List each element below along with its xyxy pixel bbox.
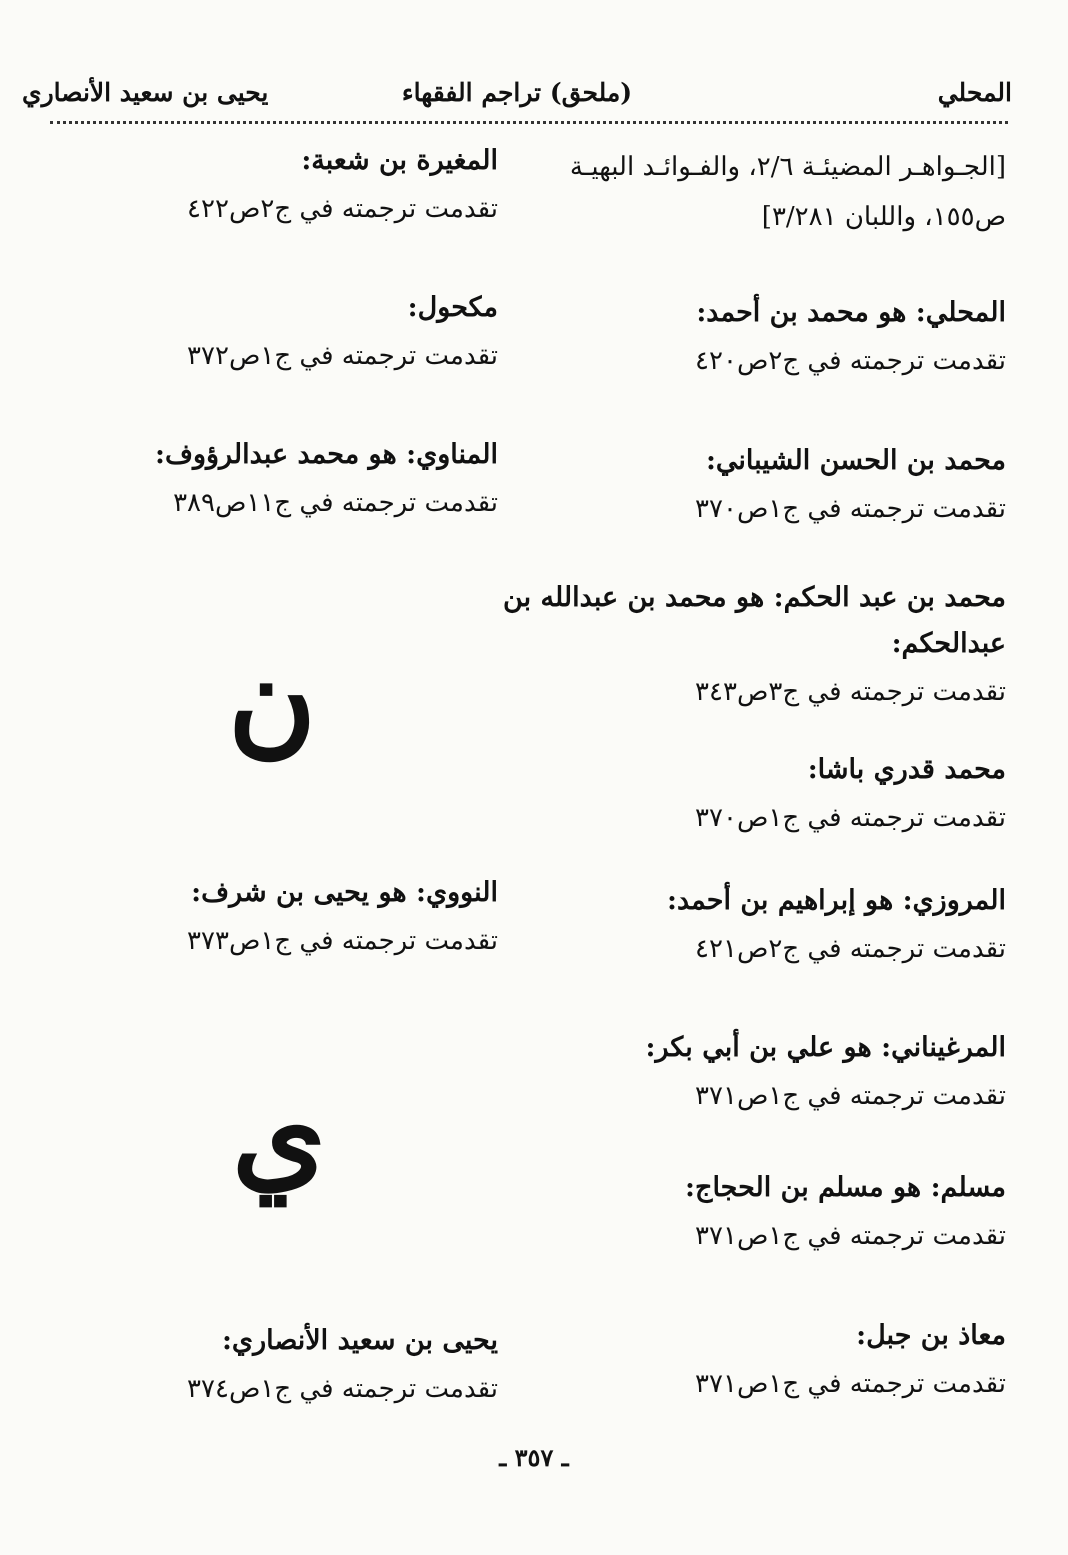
biography-entry <box>78 138 498 234</box>
biography-entry <box>78 1318 498 1414</box>
entry-reference: تقدمت ترجمته في ج٣ص٣٤٣ <box>695 677 1006 707</box>
entry-name: معاذ بن جبل: <box>856 1320 1006 1351</box>
entry-reference: تقدمت ترجمته في ج٢ص٤٢٠ <box>695 346 1006 376</box>
entry-reference: تقدمت ترجمته في ج١ص٣٧٣ <box>187 926 498 956</box>
biography-entry <box>556 878 1006 974</box>
citation-block <box>556 142 1006 242</box>
entry-reference: تقدمت ترجمته في ج٢ص٤٢٢ <box>187 194 498 224</box>
biography-entry <box>556 290 1006 386</box>
entry-name: المحلي: هو محمد بن أحمد: <box>696 297 1006 328</box>
biography-entry <box>556 1165 1006 1261</box>
biography-entry <box>78 870 498 966</box>
biography-entry <box>556 438 1006 534</box>
entry-reference: تقدمت ترجمته في ج١ص٣٧٢ <box>187 341 498 371</box>
entry-name: المروزي: هو إبراهيم بن أحمد: <box>667 885 1006 916</box>
running-header <box>22 78 1012 114</box>
entry-reference: تقدمت ترجمته في ج١ص٣٧١ <box>695 1221 1006 1251</box>
page-number: ـ ٣٥٧ ـ <box>499 1443 569 1472</box>
biography-entry <box>503 575 1006 717</box>
entry-reference: تقدمت ترجمته في ج١ص٣٧٠ <box>695 494 1006 524</box>
entry-name-continued: عبدالحكم: <box>891 628 1006 659</box>
entry-name: محمد قدري باشا: <box>807 754 1006 785</box>
entry-reference: تقدمت ترجمته في ج١ص٣٧١ <box>695 1369 1006 1399</box>
header-dotted-rule <box>50 121 1008 124</box>
citation-line: [الجـواهـر المضيئـة ٢/٦، والفـوائـد البهيـة <box>569 152 1006 182</box>
section-letter-noon: ن <box>228 629 317 770</box>
entry-name: المناوي: هو محمد عبدالرؤوف: <box>155 439 498 470</box>
biography-entry <box>556 747 1006 843</box>
citation-line: ص١٥٥، واللبان ٣/٢٨١] <box>761 202 1006 232</box>
entry-reference: تقدمت ترجمته في ج١ص٣٧٠ <box>695 803 1006 833</box>
biography-entry <box>78 432 498 528</box>
header-right-title: المحلي <box>937 78 1012 107</box>
entry-name: المغيرة بن شعبة: <box>301 145 498 176</box>
biography-entry <box>78 285 498 381</box>
entry-name: محمد بن الحسن الشيباني: <box>705 445 1006 476</box>
entry-name: مكحول: <box>407 292 498 323</box>
entry-reference: تقدمت ترجمته في ج٢ص٤٢١ <box>695 934 1006 964</box>
section-letter-ya: ي <box>232 1064 326 1205</box>
header-left-title: يحيى بن سعيد الأنصاري <box>22 78 269 107</box>
entry-reference: تقدمت ترجمته في ج١١ص٣٨٩ <box>173 488 498 518</box>
entry-reference: تقدمت ترجمته في ج١ص٣٧١ <box>695 1081 1006 1111</box>
entry-name: محمد بن عبد الحكم: هو محمد بن عبدالله بن <box>503 582 1006 613</box>
entry-reference: تقدمت ترجمته في ج١ص٣٧٤ <box>187 1374 498 1404</box>
entry-name: المرغيناني: هو علي بن أبي بكر: <box>645 1032 1006 1063</box>
entry-name: النووي: هو يحيى بن شرف: <box>191 877 498 908</box>
header-center-title: (ملحق) تراجم الفقهاء <box>401 78 633 107</box>
biography-entry <box>556 1313 1006 1409</box>
entry-name: مسلم: هو مسلم بن الحجاج: <box>685 1172 1006 1203</box>
entry-name: يحيى بن سعيد الأنصاري: <box>221 1325 498 1356</box>
biography-entry <box>556 1025 1006 1121</box>
